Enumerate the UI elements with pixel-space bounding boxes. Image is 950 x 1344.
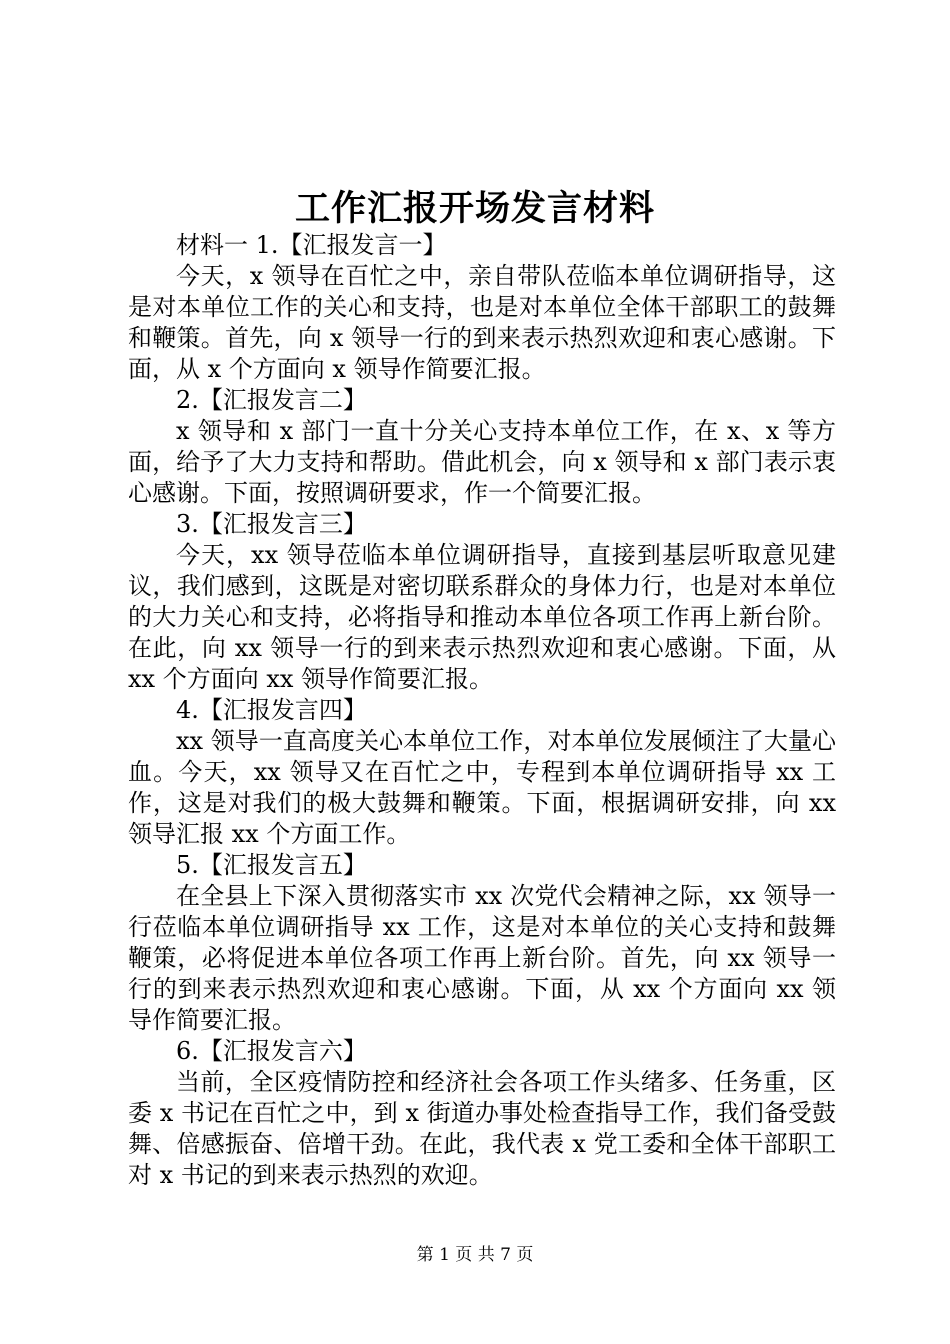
paragraph-2: x 领导和 x 部门一直十分关心支持本单位工作，在 x、x 等方面，给予了大力支持和帮助。借此机会，向 x 领导和 x 部门表示衷心感谢。下面，按照调研要求，作一个简要汇报。: [128, 417, 836, 507]
section-heading-5: 5.【汇报发言五】: [176, 851, 367, 879]
paragraph-1: 今天，x 领导在百忙之中，亲自带队莅临本单位调研指导，这是对本单位工作的关心和支持，也是对本单位全体干部职工的鼓舞和鞭策。首先，向 x 领导一行的到来表示热烈欢迎和衷心感谢。下面，从 x 个方面向 x 领导作简要汇报。: [128, 262, 836, 383]
paragraph-3: 今天，xx 领导莅临本单位调研指导，直接到基层听取意见建议，我们感到，这既是对密切联系群众的身体力行，也是对本单位的大力关心和支持，必将指导和推动本单位各项工作再上新台阶。在此，向 xx 领导一行的到来表示热烈欢迎和衷心感谢。下面，从 xx 个方面向 xx 领导作简要汇报。: [128, 541, 836, 693]
section-heading-4: 4.【汇报发言四】: [176, 696, 367, 724]
section-heading-3: 3.【汇报发言三】: [176, 510, 367, 538]
page-number-footer: 第 1 页 共 7 页: [416, 1245, 534, 1265]
section-heading-1: 材料一 1.【汇报发言一】: [176, 231, 447, 259]
section-heading-2: 2.【汇报发言二】: [176, 386, 367, 414]
paragraph-6: 当前，全区疫情防控和经济社会各项工作头绪多、任务重，区委 x 书记在百忙之中，到 x 街道办事处检查指导工作，我们备受鼓舞、倍感振奋、倍增干劲。在此，我代表 x 党工委和全体干部职工对 x 书记的到来表示热烈的欢迎。: [128, 1068, 836, 1189]
paragraph-4: xx 领导一直高度关心本单位工作，对本单位发展倾注了大量心血。今天，xx 领导又在百忙之中，专程到本单位调研指导 xx 工作，这是对我们的极大鼓舞和鞭策。下面，根据调研安排，向 xx 领导汇报 xx 个方面工作。: [128, 727, 836, 848]
document-body: [128, 230, 836, 1191]
section-heading-6: 6.【汇报发言六】: [176, 1037, 367, 1065]
paragraph-5: 在全县上下深入贯彻落实市 xx 次党代会精神之际，xx 领导一行莅临本单位调研指导 xx 工作，这是对本单位的关心支持和鼓舞鞭策，必将促进本单位各项工作再上新台阶。首先，向 xx 领导一行的到来表示热烈欢迎和衷心感谢。下面，从 xx 个方面向 xx 领导作简要汇报。: [128, 882, 836, 1034]
document-title: 工作汇报开场发言材料: [294, 188, 655, 229]
